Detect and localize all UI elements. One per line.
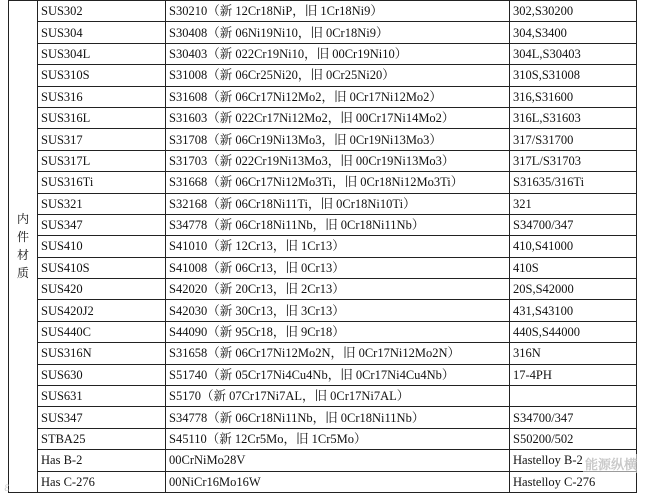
- designation-cell: S34778（新 06Cr18Ni11Nb，旧 0Cr18Ni11Nb）: [166, 214, 510, 235]
- equivalent-cell: 304L,S30403: [510, 43, 637, 64]
- grade-cell: SUS316N: [38, 343, 166, 364]
- section-label-char: 质: [16, 266, 29, 281]
- grade-cell: SUS420J2: [38, 300, 166, 321]
- grade-cell: SUS317: [38, 129, 166, 150]
- watermark: 能源纵横: [583, 454, 639, 473]
- table-row: [9, 386, 637, 407]
- table-row: [9, 471, 637, 492]
- designation-cell: 00CrNiMo28V: [166, 450, 510, 471]
- corner-mark: ℰ: [4, 484, 10, 494]
- table-row: [9, 65, 637, 86]
- designation-cell: 00NiCr16Mo16W: [166, 471, 510, 492]
- equivalent-cell: S31635/316Ti: [510, 172, 637, 193]
- equivalent-cell: 316L,S31603: [510, 107, 637, 128]
- table-row: [9, 407, 637, 428]
- designation-cell: S31668（新 06Cr17Ni12Mo3Ti，旧 0Cr18Ni12Mo3Ti）: [166, 172, 510, 193]
- grade-cell: SUS316Ti: [38, 172, 166, 193]
- equivalent-cell: 440S,S44000: [510, 321, 637, 342]
- equivalent-cell: 410,S41000: [510, 236, 637, 257]
- equivalent-cell: 316,S31600: [510, 86, 637, 107]
- equivalent-cell: [510, 386, 637, 407]
- section-label-char: 内: [16, 212, 29, 227]
- table-row: [9, 257, 637, 278]
- table-row: [9, 193, 637, 214]
- table-row: [9, 86, 637, 107]
- grade-cell: SUS347: [38, 214, 166, 235]
- equivalent-cell: S34700/347: [510, 407, 637, 428]
- equivalent-cell: 304,S3400: [510, 22, 637, 43]
- equivalent-cell: 302,S30200: [510, 1, 637, 22]
- table-row: [9, 364, 637, 385]
- designation-cell: S31608（新 06Cr17Ni12Mo2，旧 0Cr17Ni12Mo2）: [166, 86, 510, 107]
- equivalent-cell: Hastelloy C-276: [510, 471, 637, 492]
- designation-cell: S44090（新 95Cr18，旧 9Cr18）: [166, 321, 510, 342]
- grade-cell: SUS316L: [38, 107, 166, 128]
- table-row: [9, 279, 637, 300]
- grade-cell: SUS316: [38, 86, 166, 107]
- equivalent-cell: 317/S31700: [510, 129, 637, 150]
- grade-cell: SUS410: [38, 236, 166, 257]
- grade-cell: SUS631: [38, 386, 166, 407]
- designation-cell: S34778（新 06Cr18Ni11Nb，旧 0Cr18Ni11Nb）: [166, 407, 510, 428]
- designation-cell: S41008（新 06Cr13，旧 0Cr13）: [166, 257, 510, 278]
- grade-cell: SUS630: [38, 364, 166, 385]
- designation-cell: S5170（新 07Cr17Ni7AL，旧 0Cr17Ni7AL）: [166, 386, 510, 407]
- equivalent-cell: Hastelloy B-2: [510, 450, 637, 471]
- table-row: [9, 300, 637, 321]
- equivalent-cell: 17-4PH: [510, 364, 637, 385]
- designation-cell: S42020（新 20Cr13，旧 2Cr13）: [166, 279, 510, 300]
- grade-cell: SUS304L: [38, 43, 166, 64]
- grade-cell: SUS317L: [38, 150, 166, 171]
- grade-cell: SUS304: [38, 22, 166, 43]
- section-label-char: 材: [16, 248, 29, 263]
- equivalent-cell: 316N: [510, 343, 637, 364]
- equivalent-cell: 317L/S31703: [510, 150, 637, 171]
- table-row: [9, 43, 637, 64]
- table-row: [9, 107, 637, 128]
- designation-cell: S42030（新 30Cr13，旧 3Cr13）: [166, 300, 510, 321]
- equivalent-cell: 20S,S42000: [510, 279, 637, 300]
- table-row: [9, 236, 637, 257]
- table-row: [9, 428, 637, 449]
- table-row: [9, 1, 637, 22]
- designation-cell: S31658（新 06Cr17Ni12Mo2N，旧 0Cr17Ni12Mo2N）: [166, 343, 510, 364]
- designation-cell: S31008（新 06Cr25Ni20，旧 0Cr25Ni20）: [166, 65, 510, 86]
- grade-cell: SUS321: [38, 193, 166, 214]
- grade-cell: SUS310S: [38, 65, 166, 86]
- equivalent-cell: 310S,S31008: [510, 65, 637, 86]
- designation-cell: S32168（新 06Cr18Ni11Ti，旧 0Cr18Ni10Ti）: [166, 193, 510, 214]
- table-row: [9, 172, 637, 193]
- designation-cell: S31703（新 022Cr19Ni13Mo3，旧 00Cr19Ni13Mo3）: [166, 150, 510, 171]
- grade-cell: SUS440C: [38, 321, 166, 342]
- table-row: [9, 129, 637, 150]
- designation-cell: S41010（新 12Cr13，旧 1Cr13）: [166, 236, 510, 257]
- grade-cell: SUS410S: [38, 257, 166, 278]
- grade-cell: Has B-2: [38, 450, 166, 471]
- material-table: [8, 0, 637, 493]
- equivalent-cell: 410S: [510, 257, 637, 278]
- table-row: [9, 450, 637, 471]
- section-label-char: 件: [16, 230, 29, 245]
- grade-cell: SUS347: [38, 407, 166, 428]
- designation-cell: S45110（新 12Cr5Mo，旧 1Cr5Mo）: [166, 428, 510, 449]
- equivalent-cell: 431,S43100: [510, 300, 637, 321]
- table-row: [9, 22, 637, 43]
- grade-cell: SUS420: [38, 279, 166, 300]
- designation-cell: S31603（新 022Cr17Ni12Mo2，旧 00Cr17Ni14Mo2）: [166, 107, 510, 128]
- table-row: [9, 321, 637, 342]
- table-row: [9, 214, 637, 235]
- equivalent-cell: S50200/502: [510, 428, 637, 449]
- grade-cell: STBA25: [38, 428, 166, 449]
- designation-cell: S30210（新 12Cr18NiP，旧 1Cr18Ni9）: [166, 1, 510, 22]
- grade-cell: Has C-276: [38, 471, 166, 492]
- designation-cell: S30408（新 06Ni19Ni10，旧 0Cr18Ni9）: [166, 22, 510, 43]
- section-label: [9, 1, 38, 493]
- designation-cell: S31708（新 06Cr19Ni13Mo3，旧 0Cr19Ni13Mo3）: [166, 129, 510, 150]
- designation-cell: S51740（新 05Cr17Ni4Cu4Nb，旧 0Cr17Ni4Cu4Nb）: [166, 364, 510, 385]
- table-row: [9, 150, 637, 171]
- grade-cell: SUS302: [38, 1, 166, 22]
- designation-cell: S30403（新 022Cr19Ni10，旧 00Cr19Ni10）: [166, 43, 510, 64]
- equivalent-cell: S34700/347: [510, 214, 637, 235]
- equivalent-cell: 321: [510, 193, 637, 214]
- table-row: [9, 343, 637, 364]
